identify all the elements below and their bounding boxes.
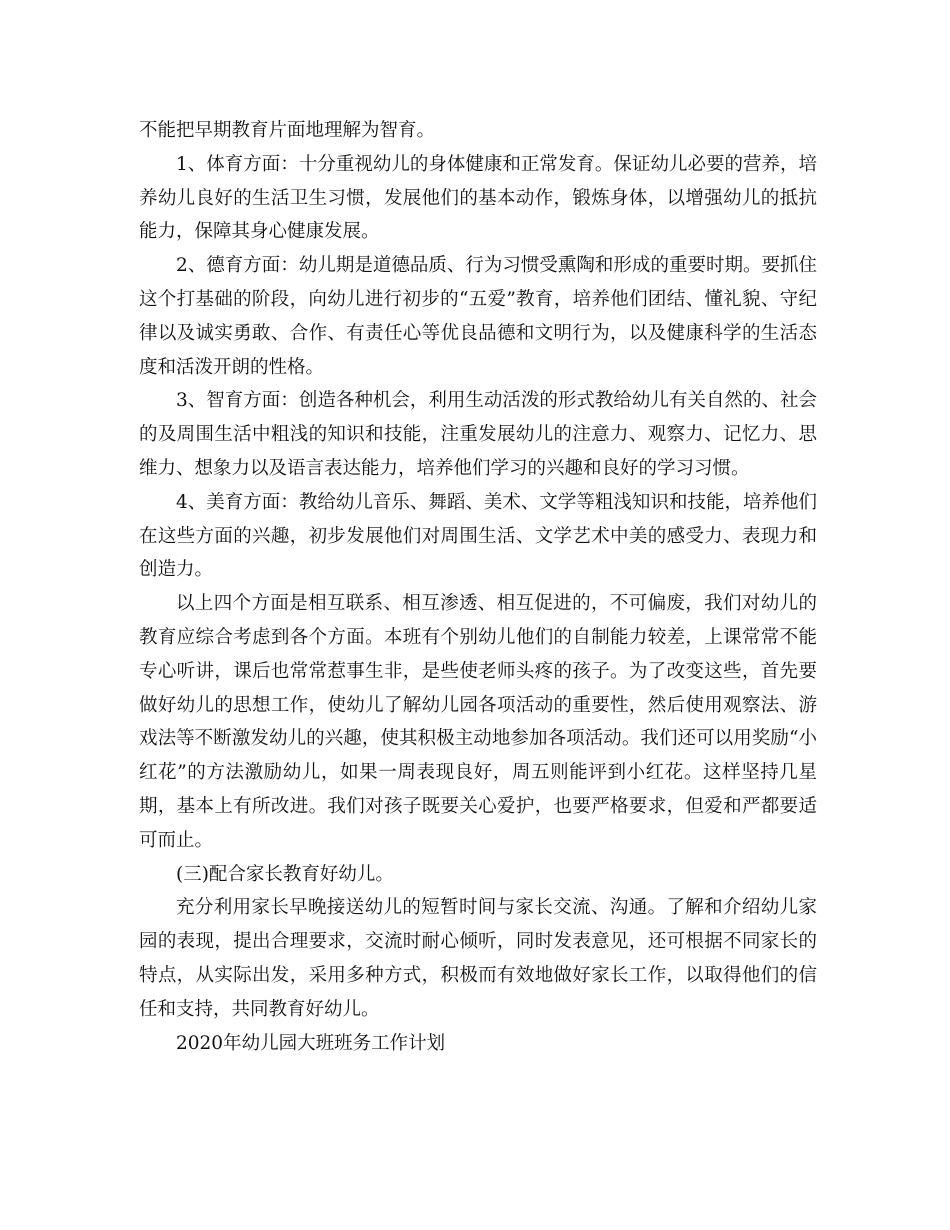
- document-body: [139, 114, 817, 1060]
- paragraph-intellectual-education: 3、智育方面：创造各种机会，利用生动活泼的形式教给幼儿有关自然的、社会的及周围生活中粗浅的知识和技能，注重发展幼儿的注意力、观察力、记忆力、思维力、想象力以及语言表达能力，培养他们学习的兴趣和良好的学习习惯。: [139, 390, 817, 479]
- document-title-line: 2020年幼儿园大班班务工作计划: [176, 1032, 446, 1054]
- paragraph-parents: 充分利用家长早晚接送幼儿的短暂时间与家长交流、沟通。了解和介绍幼儿家园的表现，提出合理要求，交流时耐心倾听，同时发表意见，还可根据不同家长的特点，从实际出发，采用多种方式，积极而有效地做好家长工作，以取得他们的信任和支持，共同教育好幼儿。: [139, 897, 817, 1020]
- paragraph-summary: 以上四个方面是相互联系、相互渗透、相互促进的，不可偏废，我们对幼儿的教育应综合考虑到各个方面。本班有个别幼儿他们的自制能力较差，上课常常不能专心听讲，课后也常常惹事生非，是些使老师头疼的孩子。为了改变这些，首先要做好幼儿的思想工作，使幼儿了解幼儿园各项活动的重要性，然后使用观察法、游戏法等不断激发幼儿的兴趣，使其积极主动地参加各项活动。我们还可以用奖励“小红花”的方法激励幼儿，如果一周表现良好，周五则能评到小红花。这样坚持几星期，基本上有所改进。我们对孩子既要关心爱护，也要严格要求，但爱和严都要适可而止。: [139, 593, 817, 851]
- paragraph-aesthetic-education: 4、美育方面：教给幼儿音乐、舞蹈、美术、文学等粗浅知识和技能，培养他们在这些方面的兴趣，初步发展他们对周围生活、文学艺术中美的感受力、表现力和创造力。: [139, 491, 817, 581]
- paragraph-physical-education: 1、体育方面：十分重视幼儿的身体健康和正常发育。保证幼儿必要的营养，培养幼儿良好的生活卫生习惯，发展他们的基本动作，锻炼身体，以增强幼儿的抵抗能力，保障其身心健康发展。: [139, 153, 817, 243]
- paragraph-moral-education: 2、德育方面：幼儿期是道德品质、行为习惯受熏陶和形成的重要时期。要抓住这个打基础的阶段，向幼儿进行初步的“五爱”教育，培养他们团结、懂礼貌、守纪律以及诚实勇敢、合作、有责任心等优良品德和文明行为，以及健康科学的生活态度和活泼开朗的性格。: [139, 255, 817, 378]
- section-heading-parents: (三)配合家长教育好幼儿。: [176, 863, 394, 885]
- paragraph-continuation: 不能把早期教育片面地理解为智育。: [139, 120, 436, 141]
